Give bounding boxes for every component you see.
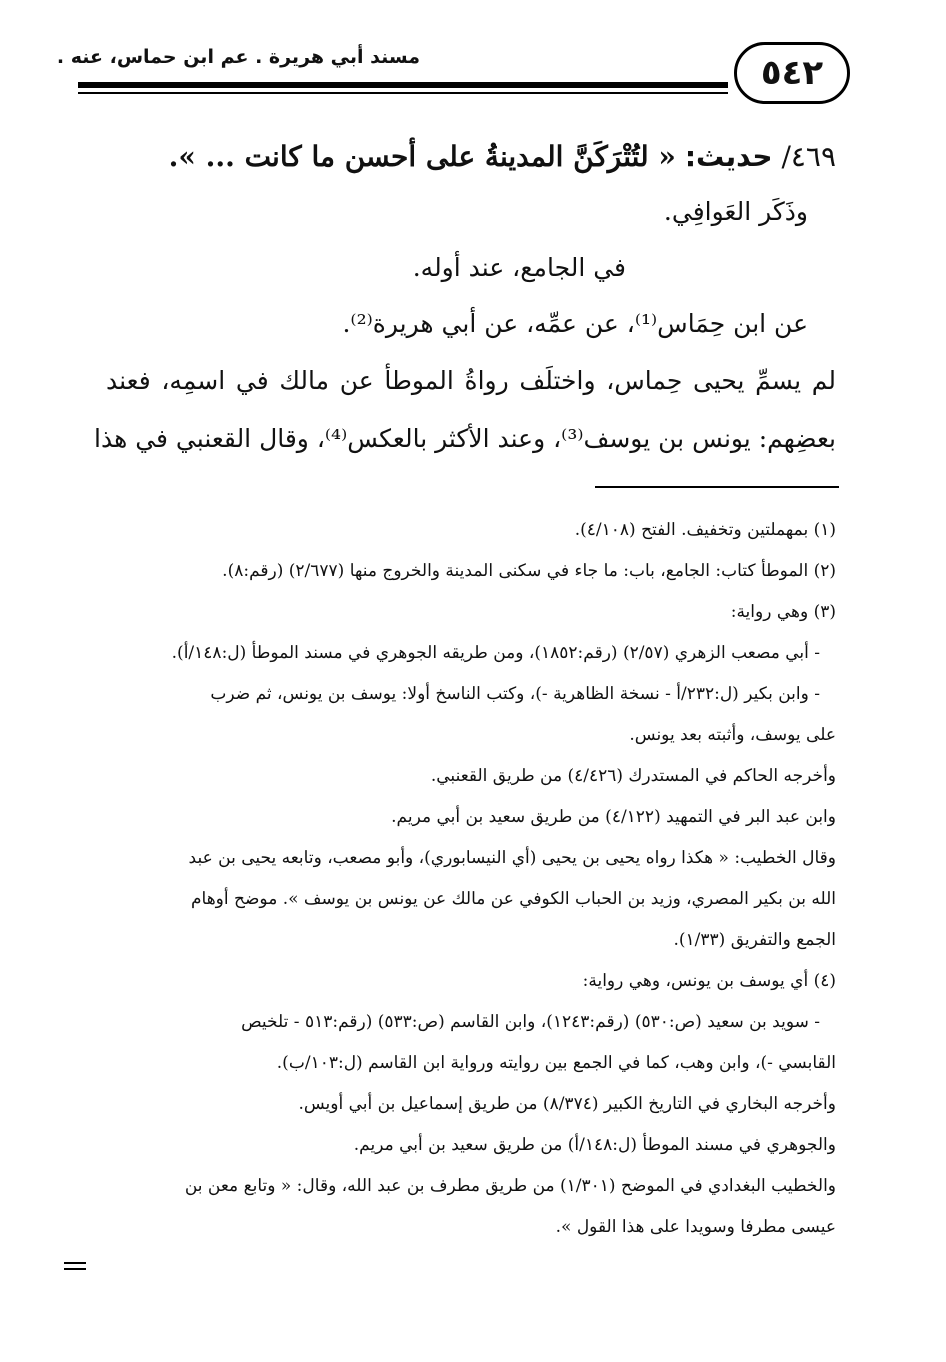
hadith-number: ٤٦٩/	[781, 140, 836, 173]
footnote-line: على يوسف، وأثبته بعد يونس.	[629, 725, 836, 745]
footnote-line: (٢) الموطأ كتاب: الجامع، باب: ما جاء في سكنى المدينة والخروج منها (٢/٦٧٧) (رقم:٨).	[222, 561, 836, 581]
hadith-text: « لتُتْرَكَنَّ المدينةُ على أحسن ما كانت ... ».	[168, 140, 676, 173]
footnote-line: وأخرجه الحاكم في المستدرك (٤/٤٢٦) من طريق القعنبي.	[430, 766, 836, 786]
hadith-label: حديث:	[684, 140, 773, 173]
footnote-line: - أبي مصعب الزهري (٢/٥٧) (رقم:١٨٥٢)، ومن طريقه الجوهري في مسند الموطأ (ل:١٤٨/أ).	[171, 643, 820, 663]
footnote-line: الله بن بكير المصري، وزيد بن الحباب الكوفي عن مالك عن يونس بن يوسف ». موضح أوهام	[191, 889, 836, 909]
footnote-line: (٣) وهي رواية:	[730, 602, 836, 622]
footnote-line: عيسى مطرفا وسويدا على هذا القول ».	[555, 1217, 836, 1237]
running-title: مسند أبي هريرة . عم ابن حماس، عنه .	[56, 46, 420, 68]
footnote-divider	[595, 486, 839, 488]
footnote-line: - سويد بن سعيد (ص:٥٣٠) (رقم:١٢٤٣)، وابن القاسم (ص:٥٣٣) (رقم:٥١٣ - تلخيص	[241, 1012, 820, 1032]
footnote-line: والجوهري في مسند الموطأ (ل:١٤٨/أ) من طريق سعيد بن أبي مريم.	[353, 1135, 836, 1155]
main-text	[94, 130, 836, 468]
footnote-line: (١) بمهملتين وتخفيف. الفتح (٤/١٠٨).	[574, 520, 836, 540]
footnote-line: وابن عبد البر في التمهيد (٤/١٢٢) من طريق سعيد بن أبي مريم.	[391, 807, 836, 827]
footnote-line: - وابن بكير (ل:٢٣٢/أ - نسخة الظاهرية -)، وكتب الناسخ أولا: يوسف بن يونس، ثم ضرب	[210, 684, 820, 704]
footnote-line: وأخرجه البخاري في التاريخ الكبير (٨/٣٧٤) من طريق إسماعيل بن أبي أويس.	[298, 1094, 836, 1114]
text-line: عن ابن حِمَاس⁽¹⁾، عن عمِّه، عن أبي هريرة⁽²⁾.	[342, 309, 808, 338]
footnote-line: الجمع والتفريق (١/٣٣).	[673, 930, 836, 950]
paragraph-line: لم يسمِّ يحيى حِماس، واختلَف رواةُ الموطأ عن مالك في اسمِه، فعند	[106, 366, 836, 395]
footnotes	[76, 510, 836, 1248]
page-number: ٥٤٢	[760, 53, 824, 93]
footnote-line: (٤) أي يوسف بن يونس، وهي رواية:	[582, 971, 836, 991]
header-rule-thick	[78, 82, 728, 88]
header-rule-thin	[78, 92, 728, 94]
text-line: في الجامع، عند أوله.	[412, 253, 626, 282]
footnote-line: وقال الخطيب: « هكذا رواه يحيى بن يحيى (أي النيسابوري)، وأبو مصعب، وتابعه يحيى بن عبد	[188, 848, 836, 868]
footnote-line: القابسي -)، وابن وهب، كما في الجمع بين روايته ورواية ابن القاسم (ل:١٠٣/ب).	[276, 1053, 836, 1073]
end-mark	[64, 1262, 86, 1274]
page-header	[56, 38, 890, 108]
text-line: وذَكَر العَوافِي.	[663, 197, 808, 226]
hadith-heading	[106, 130, 836, 184]
footnote-line: والخطيب البغدادي في الموضح (١/٣٠١) من طريق مطرف بن عبد الله، وقال: « وتابع معن بن	[184, 1176, 836, 1196]
page-number-badge	[734, 42, 850, 104]
paragraph-line: بعضِهم: يونس بن يوسف⁽³⁾، وعند الأكثر بالعكس⁽⁴⁾، وقال القعنبي في هذا	[94, 424, 836, 453]
